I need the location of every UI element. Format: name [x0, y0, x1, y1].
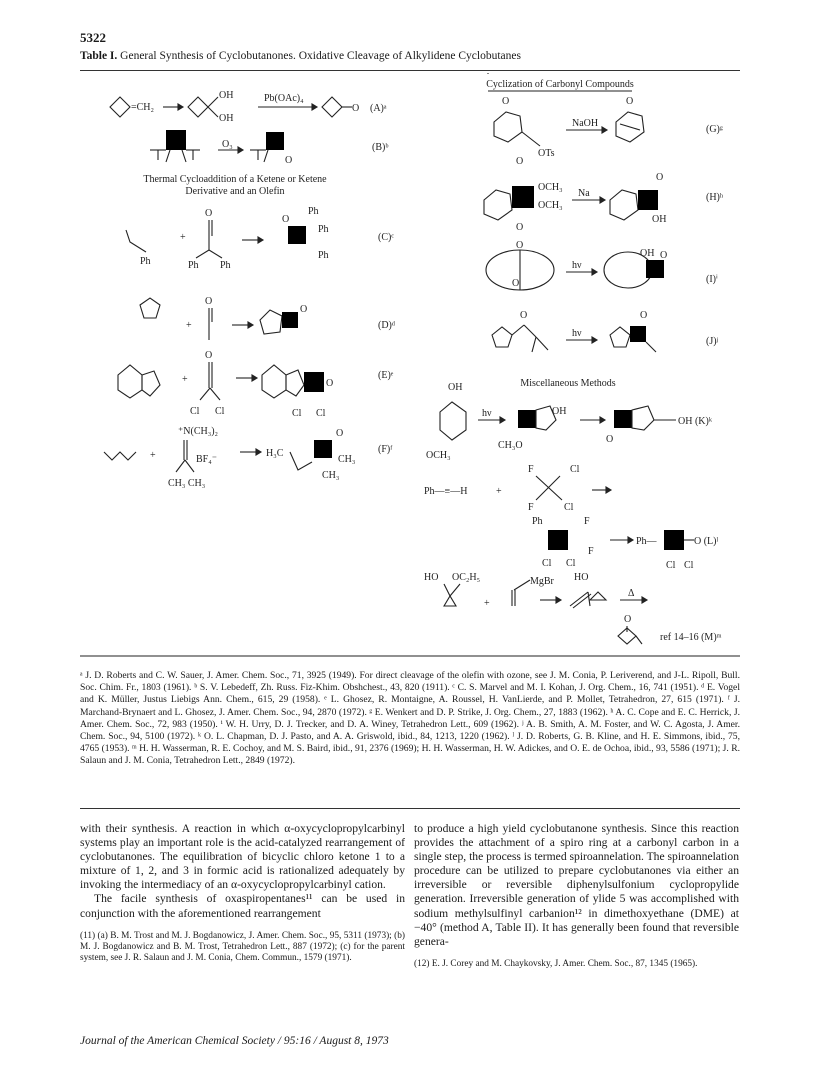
reaction-h: [484, 156, 724, 233]
label-c: (C)ᶜ: [378, 232, 394, 243]
cyclobutene-ring: [166, 130, 186, 150]
svg-text:+: +: [150, 450, 156, 461]
reaction-e: [118, 350, 394, 419]
reference-note-11: (11) (a) B. M. Trost and M. J. Bogdanowicz, J. Amer. Chem. Soc., 95, 5311 (1973); (b) M. J. Bogdanowicz and B. M. Trost, Tetrahedron Lett., 887 (1972); (c) for the parent system, see J. R. Salaun and J. M. Conia, Chem. Commun., 1579 (1971).: [80, 930, 405, 964]
svg-text:O: O: [626, 96, 634, 107]
label-m: ref 14–16 (M)ᵐ: [660, 632, 722, 643]
cyclobutanone-ring: [266, 132, 284, 150]
svg-text:hν: hν: [482, 408, 492, 419]
svg-text:O: O: [516, 222, 524, 233]
svg-text:O: O: [205, 350, 213, 361]
svg-text:H₃C: H₃C: [266, 448, 284, 459]
reaction-f: [104, 426, 392, 489]
svg-text:OCH₃: OCH₃: [538, 182, 563, 193]
svg-text:O: O: [205, 208, 213, 219]
svg-text:OCH₃: OCH₃: [426, 450, 451, 461]
oh-label: OH: [219, 113, 234, 124]
body-column-right: [414, 822, 739, 970]
svg-text:OH: OH: [640, 248, 655, 259]
svg-text:O: O: [606, 434, 614, 445]
svg-text:O: O: [640, 310, 648, 321]
svg-text:+: +: [496, 486, 502, 497]
svg-text:Cl: Cl: [570, 464, 580, 475]
arrowhead: [312, 104, 317, 110]
svg-text:Cl: Cl: [566, 558, 576, 569]
svg-text:Ph—: Ph—: [636, 536, 657, 547]
svg-text:Cl: Cl: [292, 408, 302, 419]
svg-text:+: +: [186, 320, 192, 331]
svg-text:NaOH: NaOH: [572, 118, 599, 129]
svg-text:F: F: [528, 464, 534, 475]
label-h: (H)ʰ: [706, 192, 724, 203]
reaction-l: [424, 464, 718, 571]
table-title: General Synthesis of Cyclobutanones. Oxidative Cleavage of Alkylidene Cyclobutanes: [120, 50, 521, 62]
label-a: (A)ᵃ: [370, 103, 387, 114]
svg-text:⁺N(CH₃)₂: ⁺N(CH₃)₂: [178, 426, 219, 437]
reaction-j: [492, 310, 719, 352]
reaction-b: [150, 130, 388, 166]
svg-text:Ph: Ph: [318, 250, 329, 261]
svg-text:CH₃ CH₃: CH₃ CH₃: [168, 478, 206, 489]
svg-text:OH: OH: [652, 214, 667, 225]
svg-text:F: F: [528, 502, 534, 513]
reference-note-12: (12) E. J. Corey and M. Chaykovsky, J. Amer. Chem. Soc., 87, 1345 (1965).: [414, 958, 698, 969]
svg-text:O: O: [326, 378, 334, 389]
arrowhead: [178, 104, 183, 110]
cyclobutane-diol: [188, 97, 208, 117]
label-g: (G)ᵍ: [706, 124, 723, 135]
indene-benzene: [118, 365, 142, 398]
svg-text:OC₂H₅: OC₂H₅: [452, 572, 481, 583]
cyclobutanone: [322, 97, 342, 117]
svg-text:MgBr: MgBr: [530, 576, 554, 587]
body-paragraph: to produce a high yield cyclobutanone synthesis. Since this reaction provides the attachment of a spiro ring at a carbonyl carbon in a single step, the process is termed spiroannelation. The spiroannelation procedure can be utilized to prepare cyclobutanones via either an irreversible or reversible diphenylsulfonium cyclopropylide generation. Irreversible generation of ylide 5 was accomplished with sodium methylsulfinyl carbanion¹² in dimethoxyethane (DME) at −40° (method A, Table II). It has generally been found that reversible genera-: [414, 822, 739, 948]
cyclohexanone: [494, 112, 522, 142]
svg-text:O: O: [656, 172, 664, 183]
svg-text:CH₃: CH₃: [322, 470, 340, 481]
svg-text:CH₃: CH₃: [338, 454, 356, 465]
journal-footer: Journal of the American Chemical Society / 95:16 / August 8, 1973: [80, 1035, 389, 1047]
pboac4-reagent: Pb(OAc)₄: [264, 93, 304, 104]
svg-text:Ph: Ph: [308, 206, 319, 217]
o-label: O: [285, 155, 293, 166]
svg-text:Cl: Cl: [190, 406, 200, 417]
svg-text:O: O: [502, 96, 510, 107]
table-footnotes: ᵃ J. D. Roberts and C. W. Sauer, J. Amer. Chem. Soc., 71, 3925 (1949). For direct cleavage of the olefin with ozone, see J. M. Conia, P. Leriverend, and J-L. Ripoll, Bull. Soc. Chim. Fr., 1803 (1961). ᵇ S. V. Lebedeff, Zh. Russ. Fiz-Khim. Obshchest., 43, 820 (1911). ᶜ C. S. Marvel and M. I. Kohan, J. Org. Chem., 16, 741 (1951). ᵈ E. Vogel and K. Müller, Justus Liebigs Ann. Chem., 615, 29 (1958). ᵉ L. Ghosez, R. Montaigne, A. Roussel, H. VanLierde, and P. Mollet, Tetrahedron, 27, 615 (1971). ᶠ J. Marchand-Brynaert and L. Ghosez, J. Amer. Chem. Soc., 94, 2870 (1972). ᵍ E. Wenkert and D. P. Strike, J. Org. Chem., 27, 1883 (1962). ʰ A. C. Cope and E. C. Herrick, J. Amer. Chem. Soc., 72, 983 (1950). ⁱ W. H. Urry, D. J. Trecker, and D. A. Winey, Tetrahedron Lett., 609 (1962). ʲ A. B. Smith, A. M. Foster, and W. C. Agosta, J. Amer. Chem. Soc., 94, 5100 (1972). ᵏ O. L. Chapman, D. J. Pasto, and A. A. Griswold, ibid., 84, 1213, 1220 (1962). ˡ J. D. Roberts, G. B. Kline, and H. E. Simmons, ibid., 75, 4765 (1953). ᵐ H. H. Wasserman, R. E. Cochoy, and M. S. Baird, ibid., 91, 2376 (1969); H. H. Wasserman, H. W. Adickes, and O. E. de Ochoa, ibid., 93, 5586 (1971); J. R. Salaun and J. M. Conia, Tetrahedron Lett., 2849 (1972).: [80, 670, 740, 767]
reaction-d: [140, 296, 395, 340]
svg-text:O: O: [520, 310, 528, 321]
reaction-m: [424, 572, 722, 644]
label-l: O (L)ˡ: [694, 536, 719, 547]
svg-text:BF₄⁻: BF₄⁻: [196, 454, 217, 465]
o3-reagent: O₃: [222, 139, 233, 150]
body-paragraph: with their synthesis. A reaction in which α-oxycyclopropylcarbinyl systems play an important role is the acid-catalyzed rearrangement of cyclobutanones. The equilibration of bicyclic chloro ketone 1 to a mixture of 1, 2, and 3 in formic acid is rationalized adequately by invoking the intermediacy of an α-oxycyclopropylcarbinyl cation.: [80, 822, 405, 892]
svg-text:OH: OH: [448, 382, 463, 393]
cyclopentadiene: [140, 298, 160, 318]
svg-text:HO: HO: [424, 572, 439, 583]
svg-text:Ph: Ph: [318, 224, 329, 235]
svg-text:Na: Na: [578, 188, 590, 199]
reaction-g: [494, 96, 723, 159]
label-j: (J)ʲ: [706, 336, 719, 347]
label-i: (I)ⁱ: [706, 274, 718, 285]
reaction-a: [110, 90, 387, 124]
svg-text:Ph: Ph: [220, 260, 231, 271]
svg-text:Cl: Cl: [316, 408, 326, 419]
label-d: (D)ᵈ: [378, 320, 395, 331]
svg-text:+: +: [180, 232, 186, 243]
cyclobutanone-ring: [288, 226, 306, 244]
svg-text:O: O: [336, 428, 344, 439]
svg-text:Cl: Cl: [564, 502, 574, 513]
label-e: (E)ᵉ: [378, 370, 394, 381]
svg-text:F: F: [588, 546, 594, 557]
svg-text:Ph—≡—H: Ph—≡—H: [424, 486, 468, 497]
cyclobutane-ring: [110, 97, 130, 117]
svg-text:F: F: [584, 516, 590, 527]
svg-text:O: O: [205, 296, 213, 307]
svg-text:Ph: Ph: [532, 516, 543, 527]
svg-text:O: O: [516, 156, 524, 167]
body-paragraph: The facile synthesis of oxaspiropentanes¹¹ can be used in conjunction with the aforementioned rearrangement: [80, 892, 405, 920]
svg-text:OCH₃: OCH₃: [538, 200, 563, 211]
svg-text:HO: HO: [574, 572, 589, 583]
label-b: (B)ᵇ: [372, 142, 389, 153]
o-label: O: [352, 103, 360, 114]
svg-text:O: O: [516, 240, 524, 251]
heading-misc: Miscellaneous Methods: [520, 378, 616, 389]
label-f: (F)ᶠ: [378, 444, 393, 455]
reaction-i: [486, 240, 718, 290]
svg-text:Cl: Cl: [542, 558, 552, 569]
svg-text:Δ: Δ: [628, 588, 635, 599]
oh-label: OH: [219, 90, 234, 101]
heading-cyclization: Cyclization of Carbonyl Compounds: [486, 79, 634, 90]
svg-text:OTs: OTs: [538, 148, 555, 159]
svg-text:O: O: [660, 250, 668, 261]
svg-text:Ph: Ph: [188, 260, 199, 271]
svg-text:hν: hν: [572, 328, 582, 339]
reaction-c: [126, 206, 394, 271]
svg-text:OH: OH: [552, 406, 567, 417]
heading-cycloaddition-2: Derivative and an Olefin: [185, 186, 285, 197]
svg-text:hν: hν: [572, 260, 582, 271]
svg-text:CH₃O: CH₃O: [498, 440, 523, 451]
svg-text:O: O: [512, 278, 520, 289]
bicyclic-ring: [260, 310, 282, 334]
svg-text:Cl: Cl: [684, 560, 694, 571]
footnote-rule: [80, 808, 740, 809]
svg-text:O: O: [282, 214, 290, 225]
reaction-k: [426, 382, 713, 461]
svg-text:O: O: [624, 614, 632, 625]
table-label: Table I.: [80, 50, 118, 62]
svg-text:Cl: Cl: [215, 406, 225, 417]
svg-text:+: +: [484, 598, 490, 609]
svg-text:+: +: [182, 374, 188, 385]
page-number: 5322: [80, 30, 106, 45]
heading-cycloaddition-1: Thermal Cycloaddition of a Ketene or Ketene: [143, 174, 327, 185]
svg-text:O: O: [300, 304, 308, 315]
svg-text:Ph: Ph: [140, 256, 151, 267]
svg-text:Cl: Cl: [666, 560, 676, 571]
label-k: OH (K)ᵏ: [678, 416, 712, 427]
body-column-left: [80, 822, 405, 965]
ch2-label: =CH₂: [131, 102, 155, 113]
